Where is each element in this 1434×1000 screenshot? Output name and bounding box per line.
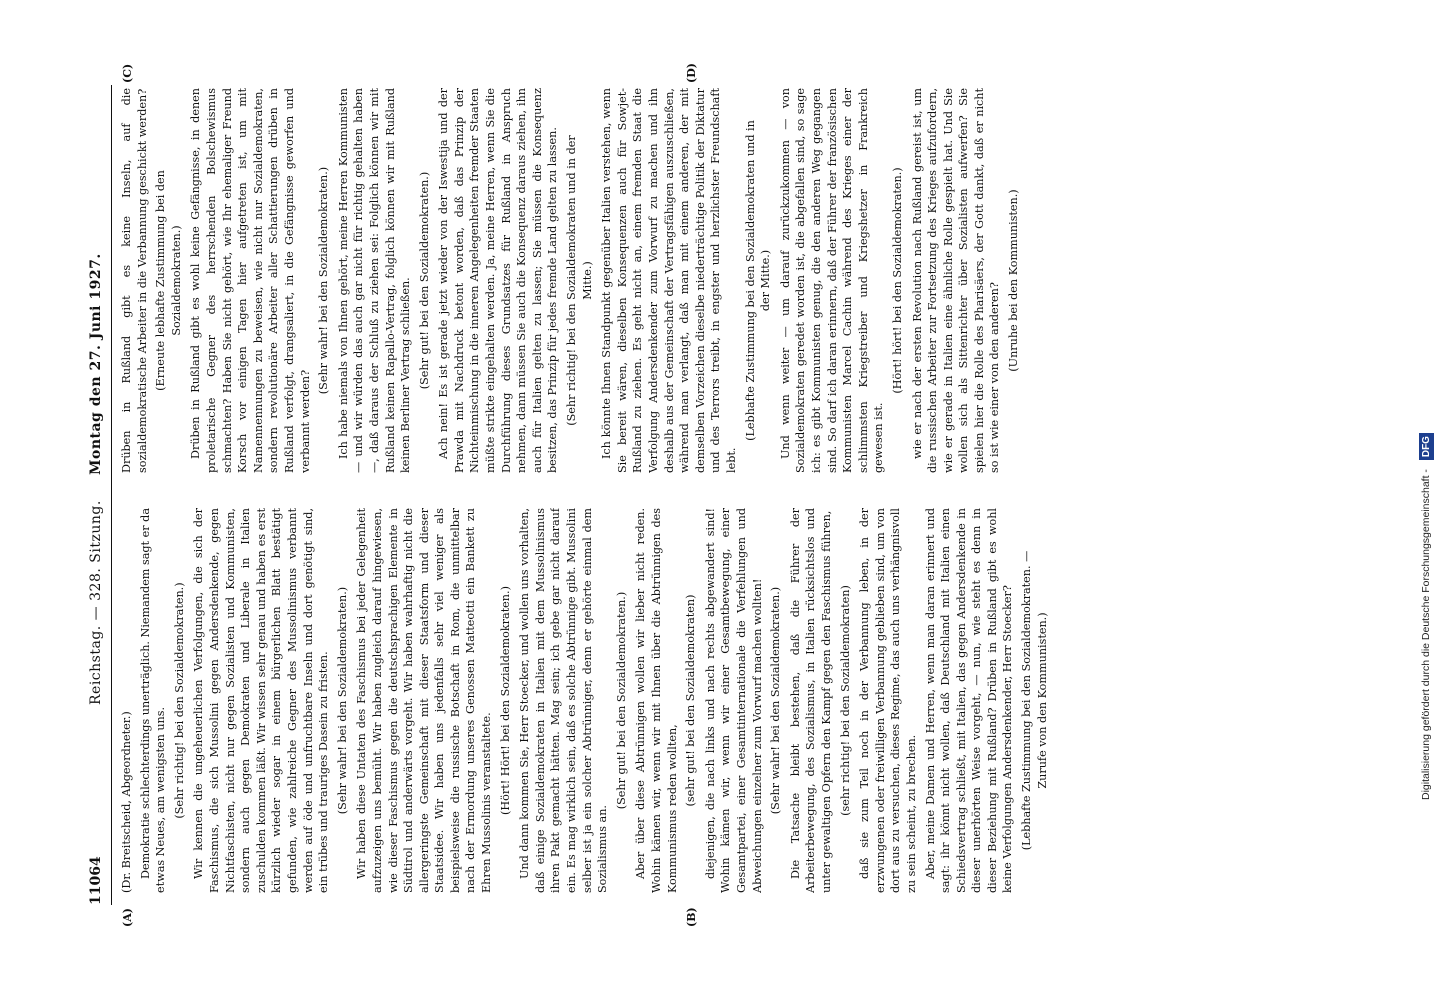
paragraph: Und wenn weiter — um darauf zurückzukommen — von Sozialdemokraten geredet worden ist, die abgefallen sind, so sage ich: es gibt Kommunisten genug, die den anderen Weg gegangen sind. So darf ich daran erinnern, daß der Führer der französischen Kommunisten Marcel Cachin während des Krieges einer der schlimmsten Kriegstreiber und Kriegshetzer in Frankreich gewesen ist. [778, 88, 886, 473]
margin-marker-a: (A) [121, 908, 134, 927]
interjection: (Lebhafte Zustimmung bei den Sozialdemokraten und in der Mitte.) [743, 120, 773, 441]
page-number: 11064 [88, 856, 104, 905]
session-title: Reichstag. — 328. Sitzung. [88, 500, 104, 705]
paragraph: Demokratie schlechterdings unerträglich. Niemandem sagt er da etwas Neues, am wenigsten uns. [138, 508, 168, 893]
paragraph: wie er nach der ersten Revolution nach Rußland gereist ist, um die russischen Arbeiter zur Fortsetzung des Krieges aufzufordern, wie er gerade in Italien eine ähnliche Rolle gespielt hat. Und Sie wollen sich als Sittenrichter über Sozialisten aufwerfen? Sie spielen hier die Rolle des Pharisäers, der Gott dankt, daß er nicht so ist wie einer von den anderen? [910, 88, 1002, 473]
interjection: (Sehr wahr! bei den Sozialdemokraten.) [769, 586, 783, 815]
paragraph: Die Tatsache bleibt bestehen, daß die Führer der Arbeiterbewegung, des Sozialismus, in Italien rücksichtslos und unter gewaltigen Opfern den Kampf gegen den Faschismus führen, [788, 508, 833, 893]
paragraph: daß sie zum Teil noch in der Verbannung leben, in der erzwungenen oder freiwilligen Verbannung geblieben sind, um von dort aus zu versuchen, dieses Regime, das auch uns verhängnisvoll zu sein scheint, zu brechen. [858, 508, 918, 893]
paragraph: Ich könnte Ihnen Standpunkt gegenüber Italien verstehen, wenn Sie bereit wären, dieselben Konsequenzen auch für Sowjet-Rußland zu ziehen. Es geht nicht an, einem fremden Staat die Verfolgung Andersdenkender zum Vorwurf zu machen und ihn deshalb aus der Gemeinschaft der Vertragsfähigen auszuschließen, während man verlangt, daß man mit einem anderen, der mit demselben Vorzeichen dieselbe niederträchtige Politik der Diktatur und des Terrors treibt, in engster und herzlichster Freundschaft lebt. [600, 88, 738, 473]
interjection: (Sehr wahr! bei den Sozialdemokraten.) [335, 586, 349, 815]
interjection: (sehr richtig! bei den Sozialdemokraten) [838, 585, 852, 816]
interjection: (Unruhe bei den Kommunisten.) [1007, 189, 1021, 372]
interjection: (Hört! hört! bei den Sozialdemokraten.) [890, 167, 904, 394]
interjection: (Sehr gut! bei den Sozialdemokraten.) [614, 591, 628, 810]
margin-marker-b: (B) [685, 907, 698, 927]
page-header [85, 85, 112, 905]
paragraph: Aber, meine Damen und Herren, wenn man daran erinnert und sagt: ihr könnt nicht wollen, daß Deutschland mit Italien einen Schiedsvertrag schließt, mit Italien, das gegen Andersdenkende in dieser unerhörten Weise vorgeht, — nun, wie steht es denn in dieser Beziehung mit Rußland? Drüben in Rußland gibt es wohl keine Verfolgungen Andersdenkender, Herr Stoecker? [923, 508, 1015, 893]
interjection: (Sehr richtig! bei den Sozialdemokraten.) [172, 582, 186, 819]
left-text-column [119, 508, 1364, 893]
page-rotated-content [85, 63, 1375, 927]
funding-note-text: Digitalisierung gefördert durch die Deutsche Forschungsgemeinschaft - [1420, 469, 1432, 800]
interjection: (Hört! Hört! bei den Sozialdemokraten.) [498, 586, 512, 815]
right-text-column [119, 88, 1364, 473]
paragraph: Drüben in Rußland gibt es keine Inseln, auf die sozialdemokratische Arbeiter in die Verbannung geschickt werden? [120, 88, 149, 473]
dfg-logo: DFG [1419, 433, 1434, 460]
margin-marker-d: (D) [685, 63, 698, 83]
interjection: (Lebhafte Zustimmung bei den Sozialdemokraten. — Zurufe von den Kommunisten.) [1020, 550, 1049, 851]
paragraph: Wir haben diese Untaten des Faschismus bei jeder Gelegenheit aufzuzeigen uns bemüht. Wir haben zugleich darauf hingewiesen, wie dieser Faschismus gegen die deutschsprachigen Elemente in Südtirol und anderwärts vorgeht. Wir haben wahrhaftig nicht die allergeringste Gemeinschaft mit dieser Staatsform und dieser Staatsidee. Wir haben uns jedenfalls sehr viel weniger als beispielsweise die russische Botschaft in Rom, die unmittelbar nach der Ermordung unseres Genossen Matteotti ein Bankett zu Ehren Mussolinis veranstaltete. [355, 508, 494, 893]
paragraph: Ach nein! Es ist gerade jetzt wieder von der Iswestija und der Prawda mit Nachdruck betont worden, daß das Prinzip der Nichteinmischung in die inneren Angelegenheiten fremder Staaten müßte strikte eingehalten werden. Ja, meine Herren, wenn Sie die Durchführung dieses Grundsatzes für Rußland in Anspruch nehmen, dann müssen Sie auch die Konsequenz daraus ziehen, ihn auch für Italien gelten zu lassen; Sie müssen die Konsequenz besitzen, das Prinzip für jedes fremde Land gelten zu lassen. [437, 88, 560, 473]
interjection: (Sehr gut! bei den Sozialdemokraten.) [417, 171, 431, 390]
dfg-funding-note [1416, 0, 1432, 1000]
paragraph: Drüben in Rußland gibt es wohl keine Gefängnisse, in denen proletarische Gegner des herrschenden Bolschewismus schmachten? Haben Sie nicht gehört, wie Ihr ehemaliger Freund Korsch vor einigen Tagen hier aufgetreten ist, um mit Namennennungen zu beweisen, wie nicht nur Sozialdemokraten, sondern revolutionäre Arbeiter aller Schattierungen drüben in Rußland verfolgt, drangsaliert, in die Gefängnisse geworfen und verbannt werden? [189, 88, 312, 473]
interjection: (Erneute lebhafte Zustimmung bei den Sozialdemokraten.) [154, 170, 183, 391]
interjection: (Sehr wahr! bei den Sozialdemokraten.) [317, 166, 331, 395]
paragraph: diejenigen, die nach links und nach rechts abgewandert sind! Wohin kämen wir, wenn wir einer Gesamtbewegung, einer Gesamtpartei, einer Gesamtinternationale die Verfehlungen und Abweichungen einzelner zum Vorwurf machen wollten! [703, 508, 764, 893]
paragraph: (Dr. Breitscheid, Abgeordneter.) [120, 711, 133, 893]
session-date: Montag den 27. Juni 1927. [88, 253, 104, 475]
paragraph: Aber über diese Abtrünnigen wollen wir lieber nicht reden. Wohin kämen wir, wenn wir mit Ihnen über die Abtrünnigen des Kommunismus reden wollten, [634, 508, 679, 893]
interjection: (sehr gut! bei den Sozialdemokraten) [684, 594, 698, 807]
paragraph: Ich habe niemals von Ihnen gehört, meine Herren Kommunisten — und wir würden das auch gar nicht für richtig gehalten haben —, daß daraus der Schluß zu ziehen sei: Folglich können wir mit Rußland keinen Rapallo-Vertrag, folglich können wir mit Rußland keinen Berliner Vertrag schließen. [336, 88, 413, 473]
margin-marker-c: (C) [121, 63, 134, 83]
paragraph: Wir kennen die ungeheuerlichen Verfolgungen, die sich der Faschismus, die sich Mussolini gegen Andersdenkende, gegen Nichtfaschisten, nicht nur gegen Sozialisten und Kommunisten, sondern auch gegen Demokraten und Liberale in Italien zuschulden kommen läßt. Wir wissen sehr genau und haben es erst kürzlich wieder sogar in einem bürgerlichen Blatt bestätigt gefunden, wie zahlreiche Gegner des Mussolinismus verbannt werden auf öde und unfruchtbare Inseln und dort genötigt sind, ein trübes und trauriges Dasein zu fristen. [192, 508, 331, 893]
paragraph: Und dann kommen Sie, Herr Stoecker, und wollen uns vorhalten, daß einige Sozialdemokraten in Italien mit dem Mussolinismus ihren Pakt gemacht hätten. Mag sein; ich gebe gar nicht darauf ein. Es mag wirklich sein, daß es solche Abtrünnige gibt. Mussolini selber ist ja ein solcher Abtrünniger, denn er gehörte einmal dem Sozialismus an. [518, 508, 610, 893]
interjection: (Sehr richtig! bei den Sozialdemokraten und in der Mitte.) [565, 135, 594, 426]
